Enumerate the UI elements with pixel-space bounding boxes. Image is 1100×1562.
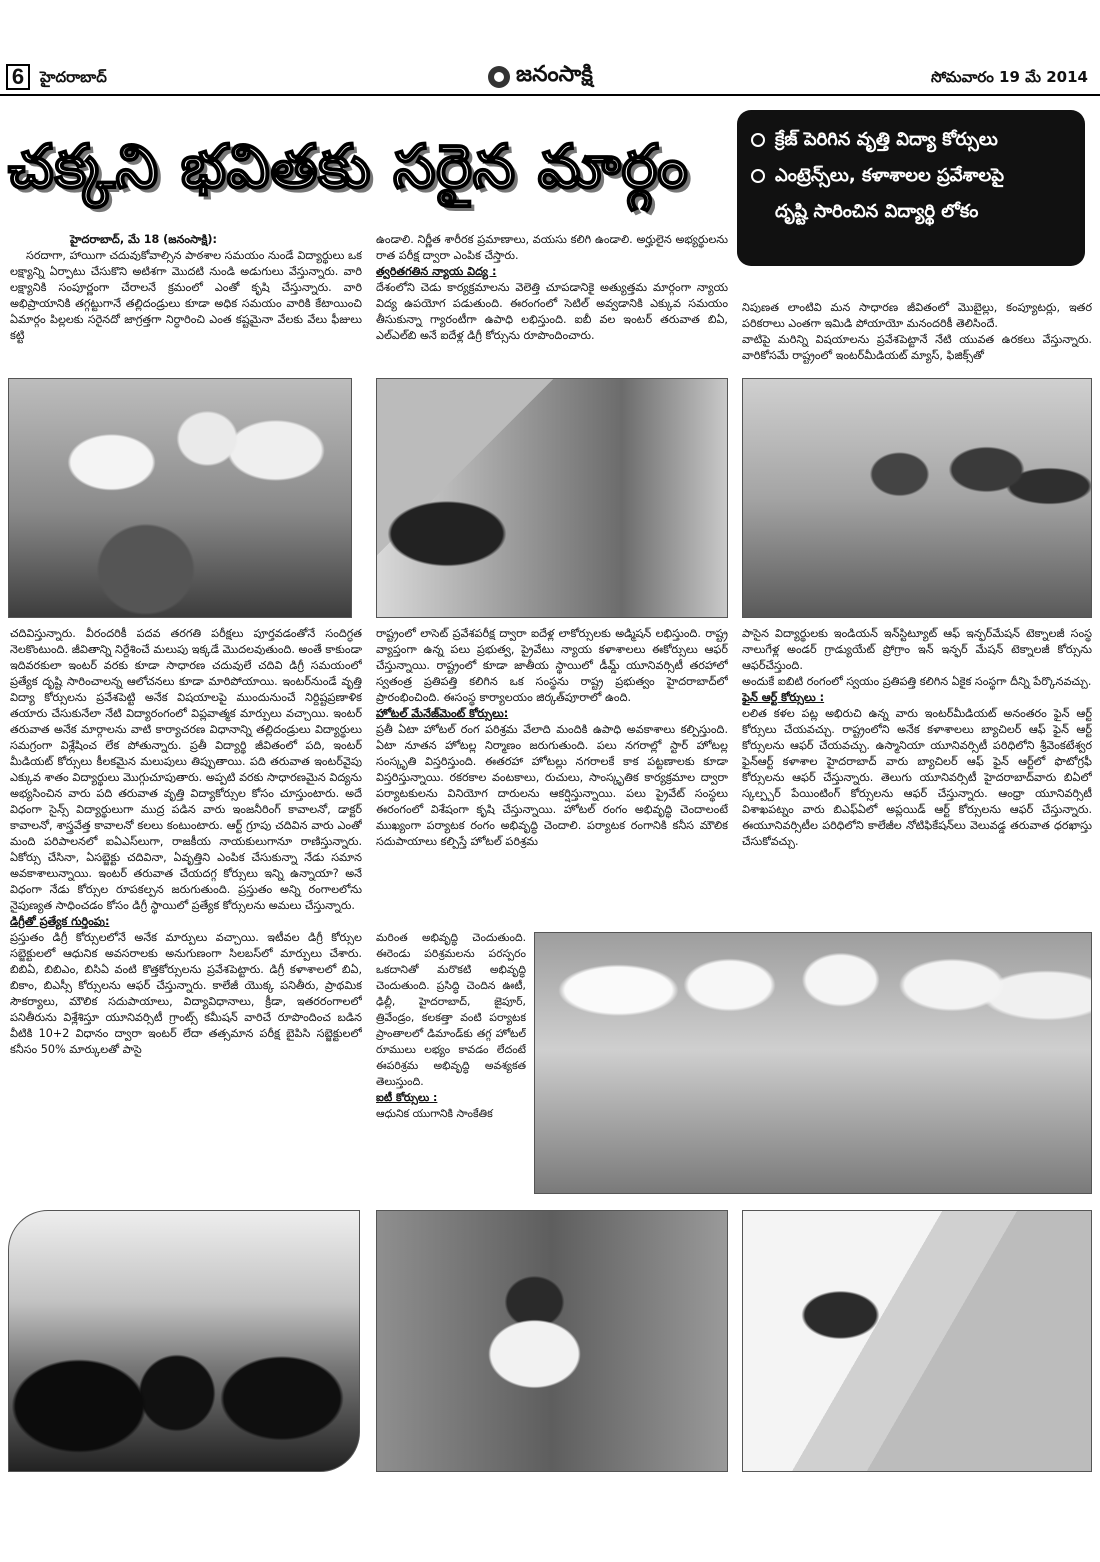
paragraph: ప్రతీ ఏటా హోటల్ రంగ పరిశ్రమ వేలాది మందికి ఉపాధి అవకాశాలు కల్పిస్తుంది. ఏటా నూతన హోటల్ల నిర్మాణం జరుగుతుంది. పలు నగరాల్లో స్టార్ హోటల్ల సంస్కృతి విస్తరిస్తుంది. ఈతరహా హోటల్లు నగరాలకే కాక పట్టణాలకు కూడా విస్తరిస్తున్నాయి. రకరకాల వంటకాలు, రుచులు, సాంస్కృతిక కార్యక్రమాల ద్వారా పర్యాటకులను వినియోగ దారులను ఆకర్షిస్తున్నాయి. పలు ప్రైవేట్ సంస్థలు ఈరంగంలో విశేషంగా కృషి చేస్తున్నాయి. హోటల్ రంగం అభివృద్ధి చెందాలంటే ముఖ్యంగా పర్యాటక రంగం అభివృద్ధి చెందాలి. పర్యాటక రంగానికి కనీస మౌలిక సదుపాయాలు కల్పిస్తే హోటల్ పరిశ్రమ: [376, 723, 728, 848]
dateline: హైదరాబాద్, మే 18 (జనంసాక్షి):: [70, 233, 217, 246]
callout-item: ఎంట్రెన్స్‌లు, కళాశాలల ప్రవేశాలపై: [751, 158, 1071, 194]
photo-chefs-cooking: [8, 378, 352, 618]
header-rule: [0, 94, 1100, 96]
masthead-logo-icon: [488, 66, 510, 88]
photo-boy-with-beaker: [376, 1210, 728, 1472]
subhead-degree: డిగ్రీతో ప్రత్యేక గుర్తింపు:: [10, 915, 110, 928]
article-col2-mid: [376, 626, 728, 928]
callout-item: క్రేజ్ పెరిగిన వృత్తి విద్యా కోర్సులు: [751, 122, 1071, 158]
paragraph: సరదాగా, హాయిగా చదువుకోవాల్సిన పాఠశాల సమయం నుండే విద్యార్థులు ఒక లక్ష్యాన్ని ఏర్పాటు చేసుకొని అటిశగా మొదటి నుండి అడుగులు వేస్తున్నారు. వారి లక్ష్యానికి సంపూర్ణంగా చేరాలనే క్రమంలో ఎంతో కృషి చేస్తున్నారు. వారి అభిప్రాయానికి తగ్గట్టుగానే తల్లిదండ్రులు కూడా అధిక సమయం వారికి కేటాయించి ఏమార్గం పిల్లలకు సరైనదో జాగ్రత్తగా నిర్ధారించి ఎంత కష్టమైనా వేలకు వేలు ఫీజులు కట్టి: [10, 249, 362, 342]
article-col2-top: [376, 232, 728, 372]
photo-girl-painting: [742, 1210, 1092, 1472]
callout-box: [737, 110, 1085, 266]
paragraph: వాటిపై మరిన్ని విషయాలను ప్రవేశపెట్టానే నేటి యువత ఉరకలు వేస్తున్నారు. వారికోసమే రాష్ట్రంలో ఇంటర్‌మీడియట్ మ్యాస్, ఫిజిక్స్‌తో: [742, 333, 1092, 362]
subhead-it: ఐటీ కోర్సులు :: [376, 1091, 438, 1104]
photo-girl-with-painting: [376, 378, 728, 618]
page-header: [0, 0, 1100, 96]
article-col1-mid: [10, 626, 362, 1194]
article-col1-top: [10, 232, 362, 372]
photo-chef-trainees: [534, 932, 1092, 1194]
paragraph: చదివిస్తున్నారు. వీరందరికీ పదవ తరగతి పరీక్షలు పూర్తవడంతోనే సందిగ్ధత నెలకొంటుంది. జీవితాన్ని నిర్దేశించే మలుపు ఇక్కడే మొదలవుతుంది. అంతే కాకుండా ఇదివరకులా ఇంటర్ వరకు కూడా సాధారణ చదువులే చదివి డిగ్రీ సమయంలో ప్రత్యేక దృష్టి సారించాలన్న ఆలోచనలు కూడా మారిపోయాయి. ఇంటర్‌నుండే వృత్తి విద్యా కోర్సులను ప్రవేశపెట్టి అనేక విషయాలపై ముందునుంచే నిర్దిష్టప్రణాళిక తయారు చేసుకునేలా నేటి విద్యారంగంలో విప్లవాత్మక మార్పులు వచ్చాయి. ఇంటర్ తరువాత అనేక మార్గాలను వాటి కార్యాచరణ విధానాన్ని తల్లిదండ్రులు విద్యార్థులు సమగ్రంగా విశ్లేషించ లేక పోతున్నారు. ప్రతీ విద్యార్థి జీవితంలో పది, ఇంటర్ మీడియట్ కోర్సులు కీలకమైన మలుపులు తిప్పుతాయి. పది తరువాత ఇంటర్‌వైపు ఎక్కువ శాతం విద్యార్థులు మొగ్గుచూపుతారు. అప్పటి వరకు సాధారణమైన విద్యను అభ్యసించిన వారు పది తరువాత వృత్తి విద్యాకోర్సుల కోసం చూస్తుంటారు. అదే విధంగా సైన్స్ విద్యార్థులుగా ముద్ర పడిన వారు ఇంజనీరింగ్ కావాలనో, డాక్టర్ కావాలనో, శాస్త్రవేత్త కావాలనో కలలు కంటుంటారు. ఆర్ట్ గ్రూపు చదివిన వారు ఎంతో మంది పరిపాలనలో ఐఏఎస్‌లుగా, రాజకీయ నాయకులుగానూ రాణిస్తున్నారు. ఏకోర్సు చేసినా, ఏసబ్జెక్టు చదివినా, ఏవృత్తిని ఎంపిక చేసుకున్నా నేడు సమాన అవకాశాలున్నాయి. ఇంటర్ తరువాత చేయదగ్గ కోర్సులు ఇన్ని ఉన్నాయా? అనే విధంగా నేడు కోర్సుల రూపకల్పన జరుగుతుంది. ప్రస్తుతం అన్ని రంగాలలోను నైపుణ్యత సాధించడం కోసం డిగ్రీ స్థాయిలో ప్రత్యేక కోర్సులను అమలు చేస్తున్నారు.: [10, 627, 362, 912]
section-city: హైదరాబాద్: [40, 68, 107, 86]
paragraph: అందుకే ఐబిటి రంగంలో స్వయం ప్రతిపత్తి కలిగిన ఏకైక సంస్థగా దీన్ని పేర్కొనవచ్చు.: [742, 675, 1092, 688]
paragraph: రాష్ట్రంలో లాసెట్ ప్రవేశపరీక్ష ద్వారా ఐదేళ్ల లాకోర్సులకు అడ్మిషన్ లభిస్తుంది. రాష్ట్ర వ్యాప్తంగా ఉన్న పలు ప్రభుత్వ, ప్రైవేటు న్యాయ కళాశాలలు ఈకోర్సులు ఆఫర్ చేస్తున్నాయి. రాష్ట్రంలో కూడా జాతీయ స్థాయిలో డీమ్డ్ యూనివర్సిటీ తరహాలో స్వతంత్ర ప్రతిపత్తి కలిగిన ఒక సంస్థను రాష్ట్ర ప్రభుత్వం హైదరాబాద్‌లో ప్రారంభించింది. ఈసంస్థ కార్యాలయం జిర్కత్‌పూరాలో ఉంది.: [376, 627, 728, 704]
paragraph: మరింత అభివృద్ధి చెందుతుంది. ఈరెండు పరిశ్రమలను పరస్పరం ఒకదానితో మరొకటి అభివృద్ధి చెందుతుంది. ప్రసిద్ధి చెందిన ఊటీ, ఢిల్లీ, హైదరాబాద్, జైపూర్, త్రివేండ్రం, కలకత్తా వంటి పర్యాటక ప్రాంతాలలో డిమాండ్‌కు తగ్గ హోటల్ రూములు లభ్యం కావడం లేదంటే ఈపరిశ్రమ అభివృద్ధి అవశ్యకత తెలుస్తుంది.: [376, 931, 526, 1088]
photo-graduates-silhouette: [8, 1210, 360, 1472]
paragraph: లలిత కళల పట్ల అభిరుచి ఉన్న వారు ఇంటర్‌మీడియట్ అనంతరం ఫైన్ ఆర్ట్ కోర్సులు చేయవచ్చు. రాష్ట్రంలోని అనేక కళాశాలలు బ్యాచిలర్ ఆఫ్ ఫైన్ ఆర్ట్ కోర్సులను ఆఫర్ చేయవచ్చు. ఉస్మానియా యూనివర్సిటీ పరిధిలోని శ్రీవెంకటేశ్వర ఫైన్‌ఆర్ట్ కళాశాల హైదరాబాద్ వారు బ్యాచిలర్ ఆఫ్ ఫైన్ ఆర్ట్‌లో ఫొటోగ్రఫీ కోర్సులను ఆఫర్ చేస్తున్నారు. తెలుగు యూనివర్సిటీ హైదరాబాద్‌వారు బిఏలో స్కల్ప్చర్ పేయింటింగ్ కోర్సులను ఆఫర్ చేస్తున్నారు. ఆంధ్రా యూనివర్సిటీ విశాఖపట్నం వారు బిఎఫ్‌ఏలో అప్లయిడ్ ఆర్ట్ కోర్సులను ఆఫర్ చేస్తున్నారు. ఈయూనివర్సిటీల పరిధిలోని కాలేజీల నోటిఫికేషన్‌లు వెలువడ్డ తరువాత ధరఖాస్తు చేసుకోవచ్చు.: [742, 707, 1092, 848]
issue-date: సోమవారం 19 మే 2014: [930, 68, 1088, 86]
article-col3-top: [742, 300, 1092, 370]
paragraph: ఉండాలి. నిర్ణీత శారీరక ప్రమాణాలు, వయసు కలిగి ఉండాలి. అర్హులైన అభ్యర్థులను రాత పరీక్ష ద్వారా ఎంపిక చేస్తారు.: [376, 233, 728, 262]
paragraph: ప్రస్తుతం డిగ్రీ కోర్సులలోనే అనేక మార్పులు వచ్చాయి. ఇటీవల డిగ్రీ కోర్సుల సబ్జెక్టులలో ఆధునిక అవసరాలకు అనుగుణంగా సిలబస్‌లో మార్పులు చేశారు. బిబిఏ, బిబిఎం, బిసిఏ వంటి కొత్తకోర్సులను ప్రవేశపెట్టారు. డిగ్రీ కళాశాలలో బిఏ, బికాం, బిఎస్సీ కోర్సులను ఆఫర్ చేస్తున్నారు. కాలేజీ యొక్క పనితీరు, ప్రాథమిక సౌకర్యాలు, మౌలిక సదుపాయాలు, విద్యావిధానాలు, క్రీడా, ఇతరరంగాలలో పనితీరును విశ్లేశిస్తూ యూనివర్సిటీ గ్రాంట్స్ కమీషన్ వారిచే రూపొందించ బడిన వీటికి 10+2 విధానం ద్వారా ఇంటర్ లేదా తత్సమాన పరీక్ష బైపిసి సబ్జెక్టులలో కనీసం 50% మార్కులతో పాసై: [10, 931, 362, 1056]
subhead-law: త్వరితగతిన న్యాయ విద్య :: [376, 265, 497, 278]
article-col2-narrow: [376, 930, 526, 1192]
paragraph: పాసైన విద్యార్థులకు ఇండియన్ ఇన్‌స్టిట్యూట్ ఆఫ్ ఇన్ఫర్‌మేషన్ టెక్నాలజీ సంస్థ నాలుగేళ్ల అండర్ గ్రాడ్యుయేట్ ప్రోగ్రాం ఇన్ ఇన్ఫర్ మేషన్ టెక్నాలజీ కోర్సును ఆఫర్‌చేస్తుంది.: [742, 627, 1092, 672]
article-col3-mid: [742, 626, 1092, 922]
bullet-circle-icon: [751, 169, 765, 183]
headline: చక్కని భవితకు సరైన మార్గం: [8, 132, 689, 202]
page-number: 6: [6, 64, 30, 90]
paragraph: నిపుణత లాంటివి మన సాధారణ జీవితంలో మొబైల్లు, కంప్యూటర్లు, ఇతర పరికరాలు ఎంతగా ఇమిడి పోయాయో మనందరికీ తెలిసిందే.: [742, 301, 1092, 330]
photo-students-reading: [742, 378, 1092, 618]
bullet-circle-icon: [751, 133, 765, 147]
subhead-hotel: హోటల్ మేనేజ్‌మెంట్ కోర్సులు:: [376, 707, 509, 720]
callout-item: దృష్టి సారించిన విద్యార్థి లోకం: [775, 201, 979, 222]
subhead-fine-arts: ఫైన్ ఆర్ట్ కోర్సులు :: [742, 691, 825, 704]
masthead-title: జనంసాక్షి: [516, 62, 593, 87]
masthead: [488, 62, 593, 92]
paragraph: ఆధునిక యుగానికి సాంకేతిక: [376, 1107, 493, 1120]
paragraph: దేశంలోని చెడు కార్యక్రమాలను వెలెత్తి చూపడానికై అత్యుత్తమ మార్గంగా న్యాయ విద్య ఉపయోగ పడుతుంది. ఈరంగంలో సెటిల్ అవ్వడానికి ఎక్కువ సమయం తీసుకున్నా గ్యారంటీగా ఉపాధి లభిస్తుంది. ఐబీ వల ఇంటర్ తరువాత బిఏ, ఎల్‌ఎల్‌బి అనే ఐదేళ్ల డిగ్రీ కోర్సును రూపొందించారు.: [376, 281, 728, 342]
